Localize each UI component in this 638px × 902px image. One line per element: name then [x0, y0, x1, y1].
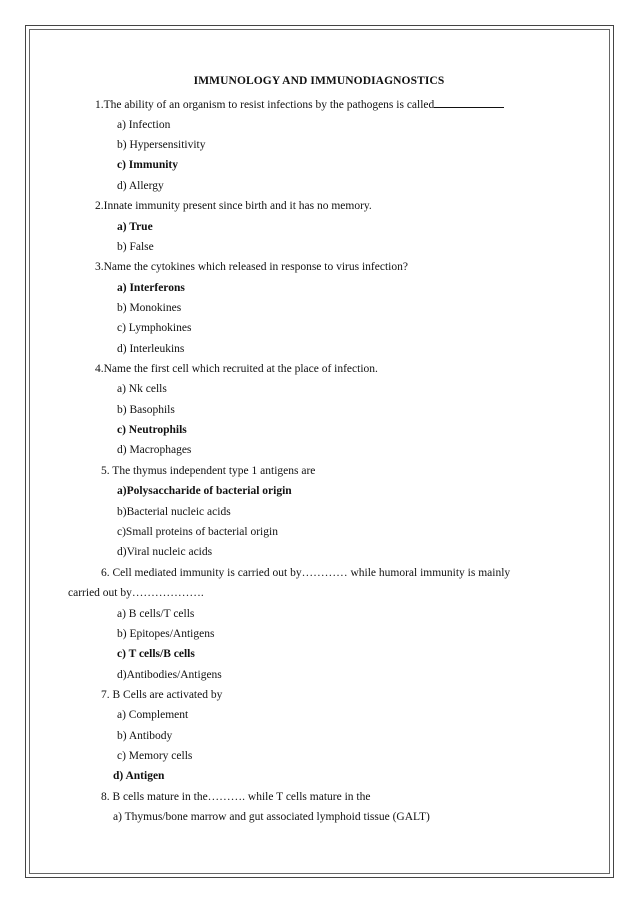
question-5: 5. The thymus independent type 1 antigens are: [101, 465, 316, 477]
question-7: 7. B Cells are activated by: [101, 689, 223, 701]
option: a) Infection: [117, 119, 171, 131]
option: c) Memory cells: [117, 750, 193, 762]
question-1: [95, 97, 504, 112]
option: b) Hypersensitivity: [117, 139, 206, 151]
option: d) Interleukins: [117, 343, 185, 355]
option: a) Complement: [117, 709, 189, 721]
question-2: 2.Innate immunity present since birth and it has no memory.: [95, 200, 372, 212]
correct-option: c) T cells/B cells: [117, 648, 195, 660]
answer-blank: [434, 97, 504, 108]
question-6-continued: carried out by……………….: [68, 587, 204, 599]
option: b) Basophils: [117, 404, 175, 416]
option: b) False: [117, 241, 154, 253]
question-text: 1.The ability of an organism to resist infections by the pathogens is called: [95, 99, 435, 111]
option: d)Antibodies/Antigens: [117, 669, 222, 681]
question-3: 3.Name the cytokines which released in response to virus infection?: [95, 261, 408, 273]
option: b) Antibody: [117, 730, 173, 742]
option: d) Allergy: [117, 180, 164, 192]
option: d)Viral nucleic acids: [117, 546, 213, 558]
option: d) Macrophages: [117, 444, 192, 456]
option: a) B cells/T cells: [117, 608, 195, 620]
correct-option: a) Interferons: [117, 282, 185, 294]
question-8: 8. B cells mature in the………. while T cells mature in the: [101, 791, 371, 803]
option: b) Monokines: [117, 302, 182, 314]
correct-option: c) Neutrophils: [117, 424, 187, 436]
option: c) Lymphokines: [117, 322, 192, 334]
question-4: 4.Name the first cell which recruited at the place of infection.: [95, 363, 378, 375]
option: c)Small proteins of bacterial origin: [117, 526, 278, 538]
question-6: 6. Cell mediated immunity is carried out by………… while humoral immunity is mainly: [101, 567, 511, 579]
correct-option: d) Antigen: [113, 770, 165, 782]
document-title: IMMUNOLOGY AND IMMUNODIAGNOSTICS: [193, 75, 445, 87]
correct-option: a) True: [117, 221, 153, 233]
correct-option: a)Polysaccharide of bacterial origin: [117, 485, 292, 497]
option: a) Nk cells: [117, 383, 167, 395]
option: b) Epitopes/Antigens: [117, 628, 215, 640]
correct-option: c) Immunity: [117, 159, 179, 171]
option: a) Thymus/bone marrow and gut associated lymphoid tissue (GALT): [113, 811, 430, 823]
option: b)Bacterial nucleic acids: [117, 506, 231, 518]
